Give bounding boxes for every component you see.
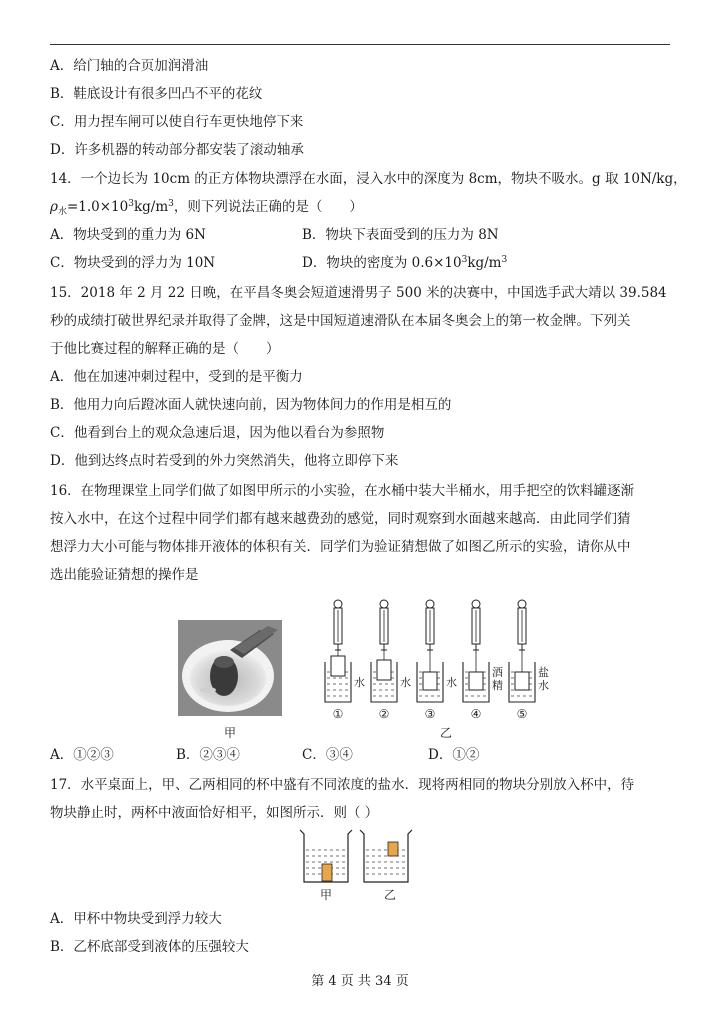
liquid-label-2: 水 [400,676,411,689]
liquid-label-5-0: 盐 [538,666,549,679]
q16-figure-yi-label: 乙 [440,726,453,740]
q16-option-c: C．③④ [302,747,353,763]
q14-option-a: A．物块受到的重力为 6N [50,227,206,243]
q17-beakers-figure [296,828,416,888]
spring-scale-setup-2 [371,600,411,721]
q14-option-b: B．物块下表面受到的压力为 8N [302,227,499,243]
q13-option-a: A．给门轴的合页加润滑油 [50,58,209,74]
spring-scale-setup-3 [417,600,457,721]
q15-option-b: B．他用力向后蹬冰面人就快速向前，因为物体间力的作用是相互的 [50,397,452,413]
q14-option-c: C．物块受到的浮力为 10N [50,255,216,271]
liquid-label-4-0: 酒 [492,666,503,679]
q16-option-a: A．①②③ [50,747,114,763]
q17-option-b: B．乙杯底部受到液体的压强较大 [50,939,249,955]
q16-option-b: B．②③④ [176,747,240,763]
q15-stem-line2: 秒的成绩打破世界纪录并取得了金牌，这是中国短道速滑队在本届冬奥会上的第一枚金牌。下列关 [50,313,631,329]
liquid-label-4-1: 精 [492,679,503,692]
q17-figure-jia-label: 甲 [320,888,333,902]
setup-number-5: ⑤ [516,707,528,721]
spring-scale-setup-1 [325,600,365,721]
q17-stem-line1: 17．水平桌面上，甲、乙两相同的杯中盛有不同浓度的盐水．现将两相同的物块分别放入杯中，待 [50,777,635,793]
q17-stem-line2: 物块静止时，两杯中液面恰好相平，如图所示．则（ ） [50,805,379,821]
q16-figure-jia-photo [178,620,282,716]
q16-stem-line1: 16．在物理课堂上同学们做了如图甲所示的小实验，在水桶中装大半桶水，用手把空的饮料罐逐渐 [50,483,635,499]
q16-stem-line3: 想浮力大小可能与物体排开液体的体积有关．同学们为验证猜想做了如图乙所示的实验，请你从中 [50,539,631,555]
spring-scale-setup-4 [463,600,503,721]
q13-option-c: C．用力捏车闸可以使自行车更快地停下来 [50,114,304,130]
q13-option-b: B．鞋底设计有很多凹凸不平的花纹 [50,86,263,102]
liquid-label-3: 水 [446,676,457,689]
setup-number-1: ① [332,707,344,721]
q15-stem-line1: 15．2018 年 2 月 22 日晚，在平昌冬奥会短道速滑男子 500 米的决赛中，中国选手武大靖以 39.584 [50,285,667,301]
q16-figure-jia-label: 甲 [224,726,237,740]
q16-stem-line4: 选出能验证猜想的操作是 [50,567,199,583]
q14-stem-line2: $\rho_水=1.0\times 10^3kg/m^3$，则下列说法正确的是（ ） [50,199,363,217]
setup-number-2: ② [378,707,390,721]
q17-option-a: A．甲杯中物块受到浮力较大 [50,911,222,927]
q14-stem-line1: 14．一个边长为 10cm 的正方体物块漂浮在水面，浸入水中的深度为 8cm，物块不吸水。g 取 10N/kg， [50,171,687,187]
q14-option-d: D．物块的密度为 $0.6\times 10^3kg/m^3$ [302,255,508,271]
spring-scale-setup-5 [509,600,549,721]
liquid-label-1: 水 [354,676,365,689]
liquid-label-5-1: 水 [538,679,549,692]
q13-option-d: D．许多机器的转动部分都安装了滚动轴承 [50,142,304,158]
q15-stem-line3: 于他比赛过程的解释正确的是（ ） [50,341,280,357]
q15-option-a: A．他在加速冲刺过程中，受到的是平衡力 [50,369,303,385]
setup-number-4: ④ [470,707,482,721]
q15-option-c: C．他看到台上的观众急速后退，因为他以看台为参照物 [50,425,385,441]
q16-stem-line2: 按入水中，在这个过程中同学们都有越来越费劲的感觉，同时观察到水面越来越高．由此同学们猜 [50,511,631,527]
q16-option-d: D．①② [428,747,480,763]
beaker-jia [300,830,352,882]
beaker-yi [360,830,412,882]
header-rule [50,44,670,45]
q17-figure-yi-label: 乙 [384,888,397,902]
setup-number-3: ③ [424,707,436,721]
q16-figure-yi-diagram [318,598,560,722]
page-footer: 第 4 页 共 34 页 [311,974,409,989]
q15-option-d: D．他到达终点时若受到的外力突然消失，他将立即停下来 [50,453,399,469]
